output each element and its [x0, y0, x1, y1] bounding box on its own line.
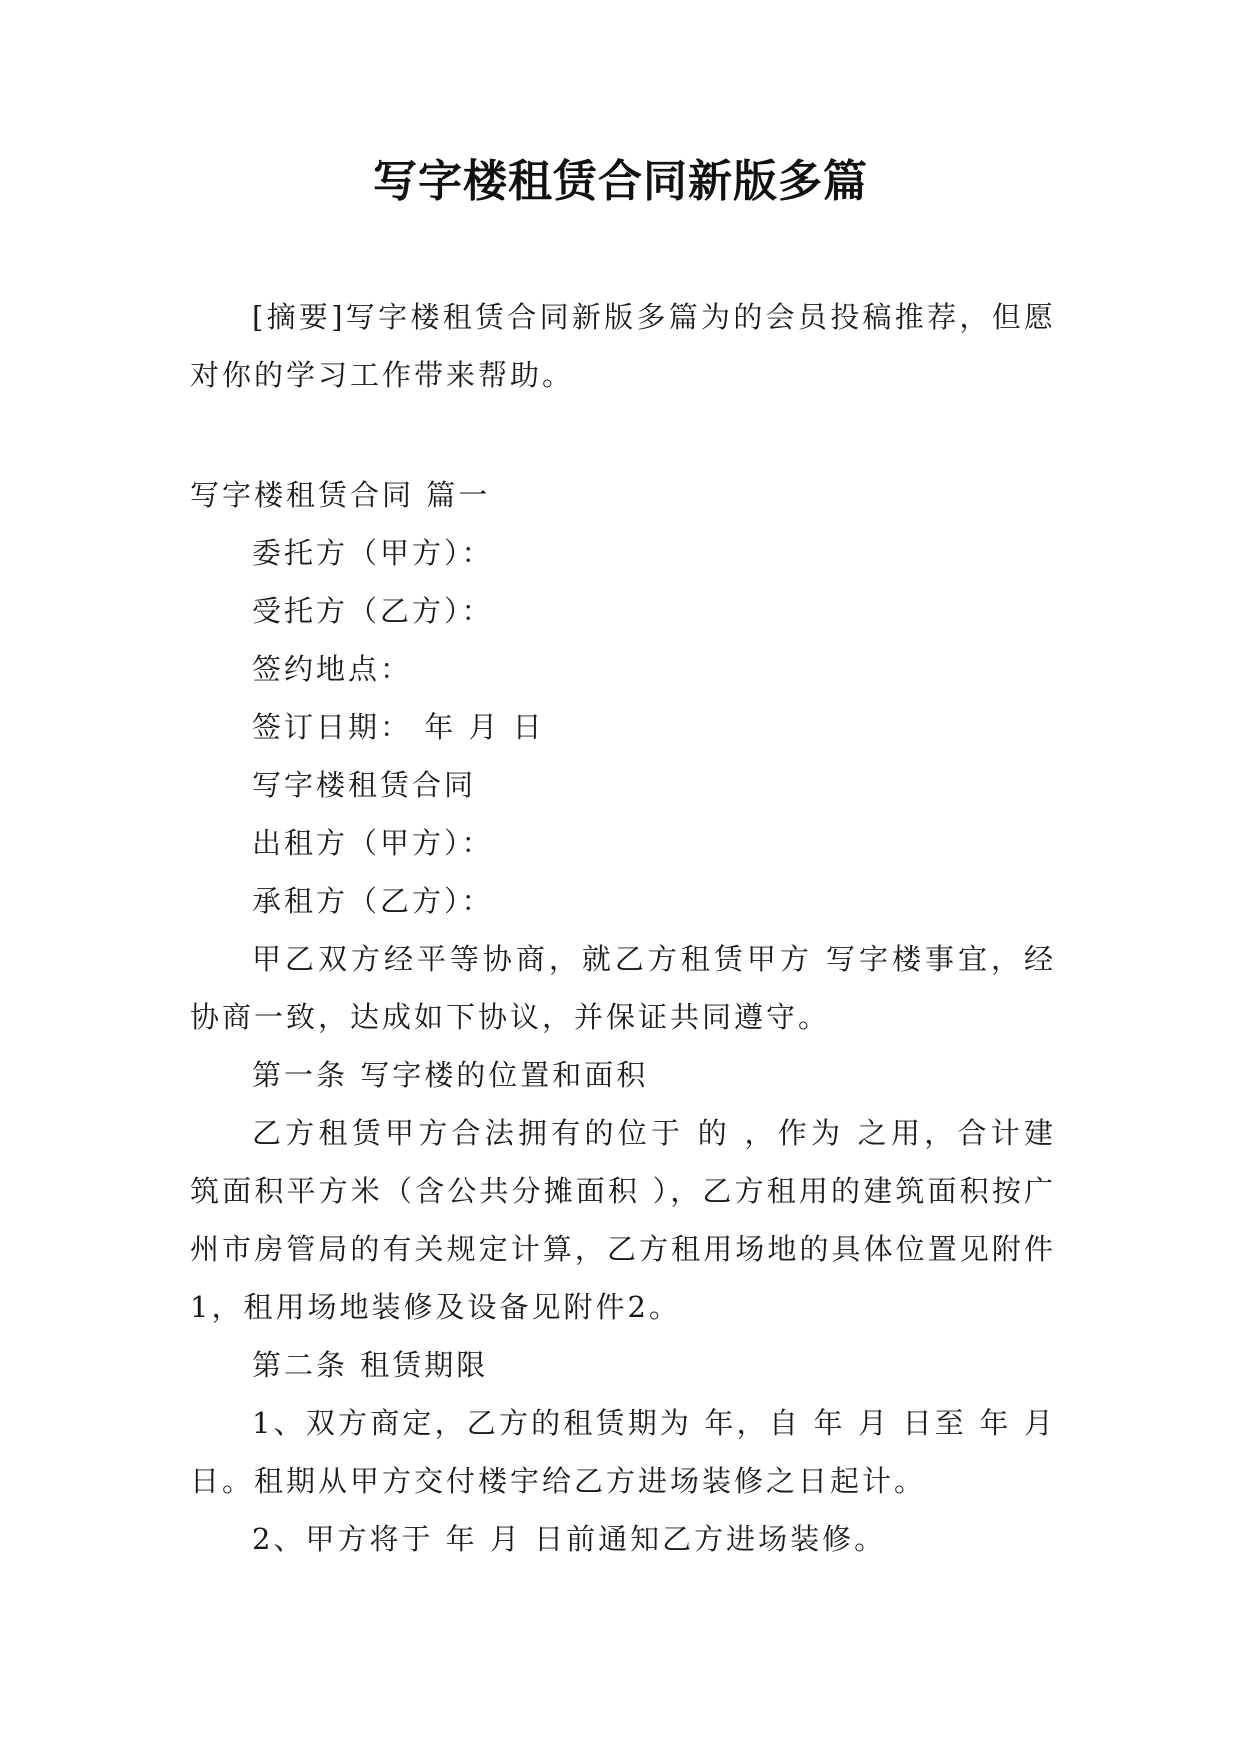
contract-subtitle: 写字楼租赁合同 — [252, 768, 477, 802]
trustee-line: 受托方（乙方）： — [252, 594, 494, 628]
document-body — [190, 288, 1056, 1568]
client-line: 委托方（甲方）： — [252, 536, 494, 570]
article-two-clause-1: 1、双方商定，乙方的租赁期为 年，自 年 月 日至 年 月 日。租期从甲方交付楼宇给乙方进场装修之日起计。 — [190, 1406, 1056, 1498]
article-two-clause-2: 2、甲方将于 年 月 日前通知乙方进场装修。 — [252, 1522, 887, 1556]
signing-place-line: 签约地点： — [252, 652, 413, 686]
article-one-paragraph: 乙方租赁甲方合法拥有的位于 的 ，作为 之用，合计建筑面积平方米（含公共分摊面积 ），乙方租用的建筑面积按广州市房管局的有关规定计算，乙方租用场地的具体位置见附件1，租用场地装修及设备见附件2。 — [190, 1116, 1056, 1324]
article-two-heading: 第二条 租赁期限 — [252, 1348, 489, 1382]
document-title: 写字楼租赁合同新版多篇 — [373, 156, 868, 207]
article-one-heading: 第一条 写字楼的位置和面积 — [252, 1058, 649, 1092]
lessee-line: 承租方（乙方）： — [252, 884, 494, 918]
section-heading: 写字楼租赁合同 篇一 — [190, 478, 491, 512]
lessor-line: 出租方（甲方）： — [252, 826, 494, 860]
abstract-paragraph: [摘要]写字楼租赁合同新版多篇为的会员投稿推荐，但愿对你的学习工作带来帮助。 — [190, 300, 1056, 392]
agreement-paragraph: 甲乙双方经平等协商，就乙方租赁甲方 写字楼事宜，经协商一致，达成如下协议，并保证共同遵守。 — [190, 942, 1056, 1034]
signing-date-line: 签订日期： 年 月 日 — [252, 710, 545, 744]
